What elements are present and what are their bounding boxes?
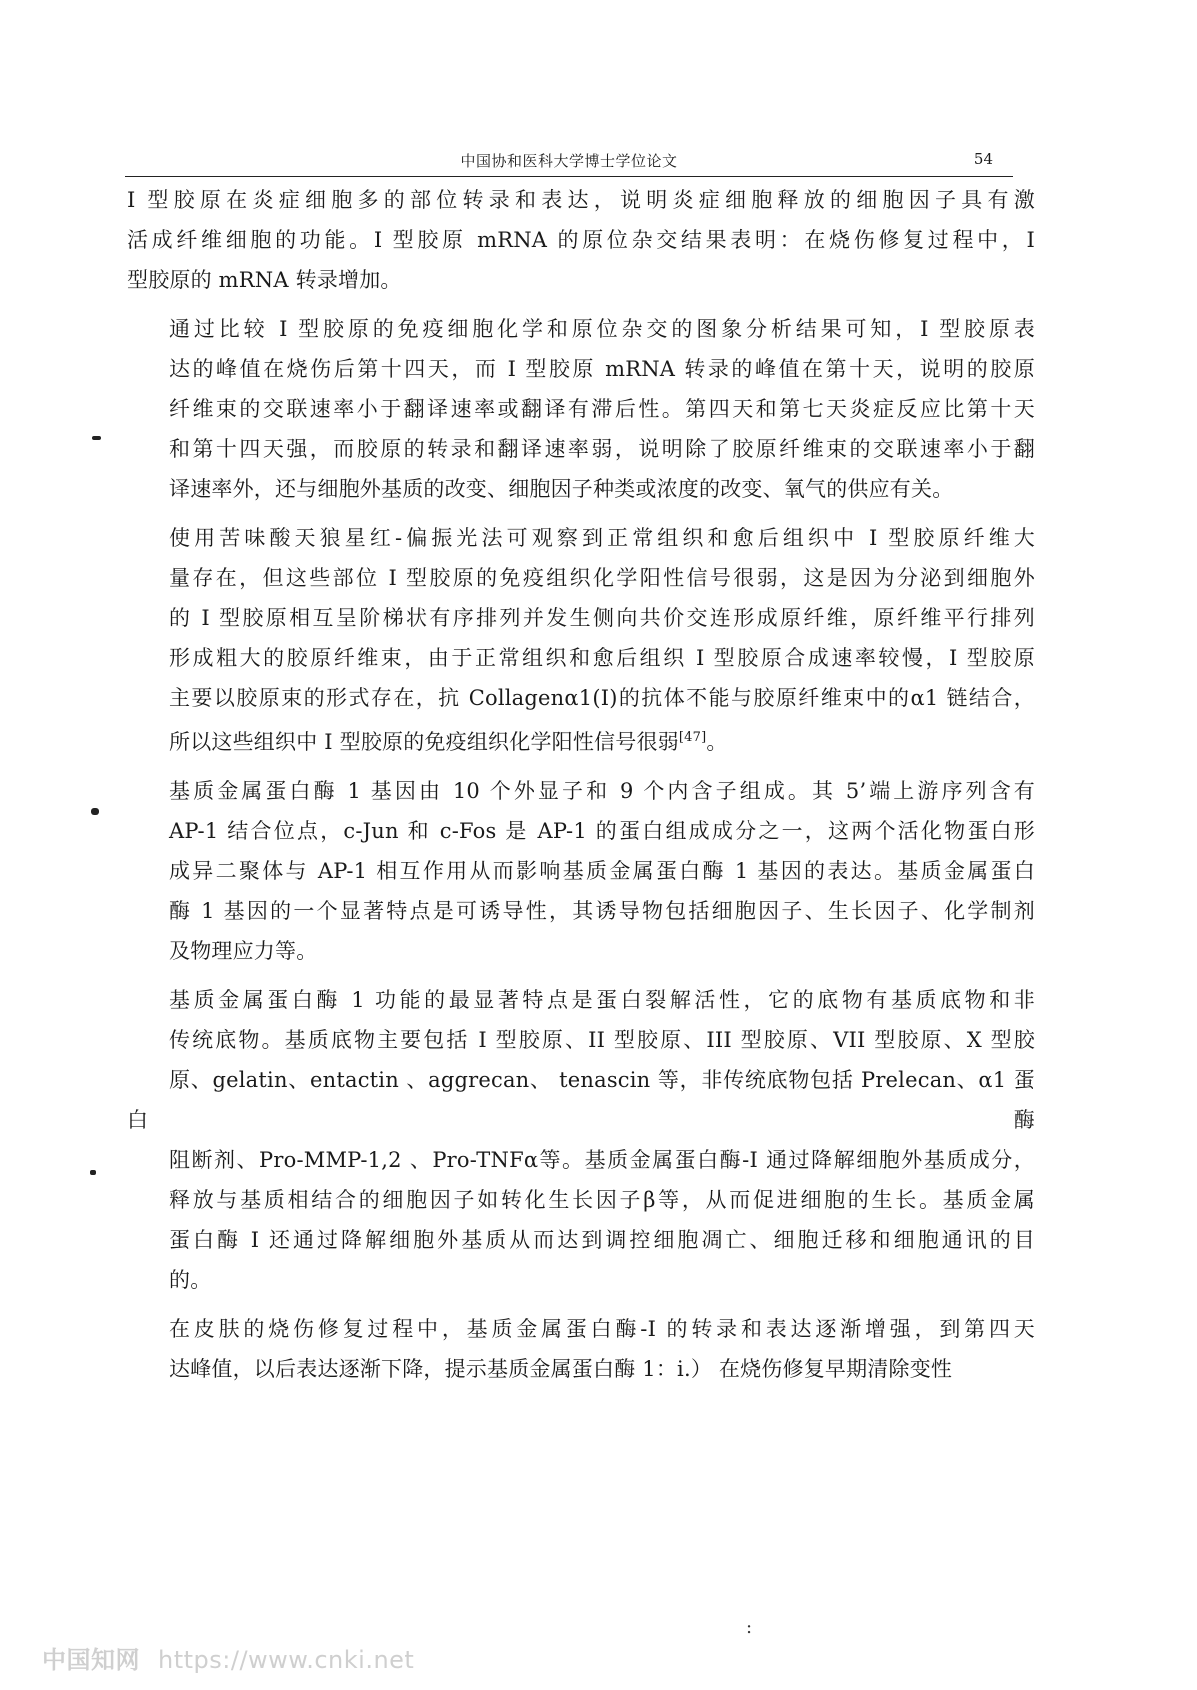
text-line: 纤维束的交联速率小于翻译速率或翻译有滞后性。第四天和第七天炎症反应比第十天 [169, 397, 1035, 421]
text-line: 达峰值，以后表达逐渐下降，提示基质金属蛋白酶 1：i.） 在烧伤修复早期清除变性 [169, 1357, 953, 1381]
watermark-url[interactable]: https://www.cnki.net [158, 1646, 415, 1674]
text-line: 基质金属蛋白酶 1 基因由 10 个外显子和 9 个内含子组成。其 5’端上游序列含有 [169, 779, 1035, 803]
text-line: 阻断剂、Pro-MMP-1,2 、Pro-TNFα等。基质金属蛋白酶-I 通过降解细胞外基质成分， [169, 1148, 1035, 1172]
text-line: 在皮肤的烧伤修复过程中，基质金属蛋白酶-I 的转录和表达逐渐增强，到第四天 [169, 1317, 1035, 1341]
paragraph [127, 309, 1035, 509]
text-line: 和第十四天强，而胶原的转录和翻译速率弱，说明除了胶原纤维束的交联速率小于翻 [169, 437, 1035, 461]
text-line: 所以这些组织中 I 型胶原的免疫组织化学阳性信号很弱[47]。 [169, 730, 728, 754]
text-line: 使用苦味酸天狼星红-偏振光法可观察到正常组织和愈后组织中 I 型胶原纤维大 [169, 526, 1035, 550]
text-line: I 型胶原在炎症细胞多的部位转录和表达，说明炎症细胞释放的细胞因子具有激 [127, 188, 1035, 212]
text-line: 活成纤维细胞的功能。I 型胶原 mRNA 的原位杂交结果表明：在烧伤修复过程中，I [127, 228, 1035, 252]
scan-speck [92, 436, 101, 440]
text-line: 的。 [169, 1268, 212, 1292]
paragraph [127, 980, 1035, 1300]
scan-speck [90, 1170, 96, 1175]
text-line: 成异二聚体与 AP-1 相互作用从而影响基质金属蛋白酶 1 基因的表达。基质金属蛋白 [169, 859, 1035, 883]
text-line: 量存在，但这些部位 I 型胶原的免疫组织化学阳性信号很弱，这是因为分泌到细胞外 [169, 566, 1035, 590]
page-header [125, 146, 1013, 177]
paragraph [127, 518, 1035, 762]
paragraph [127, 1309, 1035, 1389]
text-line: AP-1 结合位点，c-Jun 和 c-Fos 是 AP-1 的蛋白组成成分之一，这两个活化物蛋白形 [169, 819, 1035, 843]
citation-ref: [47] [678, 730, 707, 745]
text-line: 通过比较 I 型胶原的免疫细胞化学和原位杂交的图象分析结果可知，I 型胶原表 [169, 317, 1035, 341]
text-line: 达的峰值在烧伤后第十四天，而 I 型胶原 mRNA 转录的峰值在第十天，说明的胶原 [169, 357, 1035, 381]
text-line: 译速率外，还与细胞外基质的改变、细胞因子种类或浓度的改变、氧气的供应有关。 [169, 477, 954, 501]
footer-mark: : [746, 1617, 753, 1638]
watermark-brand: 中国知网 [42, 1646, 140, 1674]
header-title: 中国协和医科大学博士学位论文 [460, 152, 678, 170]
text-line: 主要以胶原束的形式存在，抗 Collagenα1(I)的抗体不能与胶原纤维束中的α1 链结合， [169, 686, 1035, 710]
page-number: 54 [973, 150, 993, 168]
text-line: 形成粗大的胶原纤维束，由于正常组织和愈后组织 I 型胶原合成速率较慢，I 型胶原 [169, 646, 1035, 670]
text-line: 及物理应力等。 [169, 939, 318, 963]
text-line: 型胶原的 mRNA 转录增加。 [127, 268, 402, 292]
paragraph [127, 180, 1035, 300]
text-line: 传统底物。基质底物主要包括 I 型胶原、II 型胶原、III 型胶原、VII 型胶原、X 型胶 [169, 1028, 1035, 1052]
scan-speck [91, 808, 99, 815]
text-line: 酶 1 基因的一个显著特点是可诱导性，其诱导物包括细胞因子、生长因子、化学制剂 [169, 899, 1035, 923]
body-text [127, 180, 1035, 1398]
text-line: 释放与基质相结合的细胞因子如转化生长因子β等，从而促进细胞的生长。基质金属 [169, 1188, 1035, 1212]
cnki-watermark[interactable] [42, 1640, 414, 1675]
text-line: 蛋白酶 I 还通过降解细胞外基质从而达到调控细胞凋亡、细胞迁移和细胞通讯的目 [169, 1228, 1035, 1252]
paragraph [127, 771, 1035, 971]
text-line: 原、gelatin、entactin 、aggrecan、 tenascin 等，非传统底物包括 Prelecan、α1 蛋白酶 [127, 1068, 1035, 1132]
text-line: 基质金属蛋白酶 1 功能的最显著特点是蛋白裂解活性，它的底物有基质底物和非 [169, 988, 1035, 1012]
text-line: 的 I 型胶原相互呈阶梯状有序排列并发生侧向共价交连形成原纤维，原纤维平行排列 [169, 606, 1035, 630]
